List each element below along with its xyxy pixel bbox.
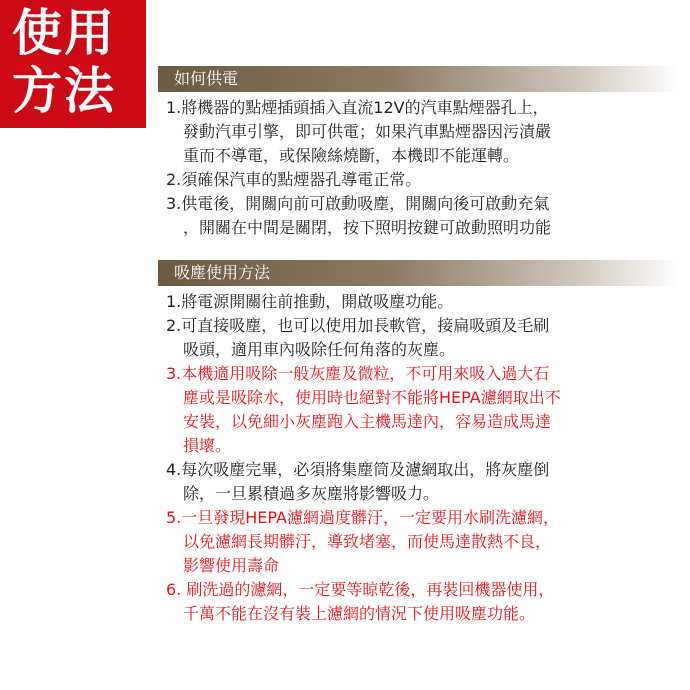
item-line: 2.可直接吸塵，也可以使用加長軟管，接扁吸頭及毛刷: [166, 316, 550, 335]
item-line: 影響使用壽命: [183, 556, 280, 575]
list-item: [166, 290, 681, 314]
list-item: [166, 168, 681, 192]
item-line: 以免濾網長期髒汙，導致堵塞，而使馬達散熱不良，: [183, 532, 552, 551]
item-line: 吸頭，適用車內吸除任何角落的灰塵。: [183, 340, 456, 359]
list-item: [166, 458, 681, 506]
list-item-warning: [166, 506, 681, 578]
section-header-power: 如何供電: [158, 66, 678, 92]
power-instructions-list: [166, 96, 681, 240]
vacuum-instructions-list: [166, 290, 681, 626]
item-line: 損壞。: [183, 436, 232, 455]
item-line: 重而不導電，或保險絲燒斷，本機即不能運轉。: [183, 146, 520, 165]
item-line: 2.須確保汽車的點煙器孔導電正常。: [166, 170, 422, 189]
list-item: [166, 96, 681, 168]
item-line: 6. 刷洗過的濾網，一定要等晾乾後，再裝回機器使用，: [166, 580, 555, 599]
list-item: [166, 314, 681, 362]
badge-line-2: 方法: [12, 62, 116, 120]
list-item-warning: [166, 362, 681, 458]
item-line: 塵或是吸除水，使用時也絕對不能將HEPA濾網取出不: [183, 388, 561, 407]
item-line: 安裝，以免細小灰塵跑入主機馬達內，容易造成馬達: [183, 412, 552, 431]
item-line: 3.本機適用吸除一般灰塵及微粒，不可用來吸入過大石: [166, 364, 550, 383]
item-line: 4.每次吸塵完畢，必須將集塵筒及濾網取出，將灰塵倒: [166, 460, 550, 479]
list-item-warning: [166, 578, 681, 626]
usage-badge: [0, 0, 146, 128]
item-line: 發動汽車引擎，即可供電；如果汽車點煙器因污漬嚴: [183, 122, 552, 141]
list-item: [166, 192, 681, 240]
item-line: 除，一旦累積過多灰塵將影響吸力。: [183, 484, 440, 503]
item-line: 1.將電源開關往前推動，開啟吸塵功能。: [166, 292, 454, 311]
badge-line-1: 使用: [12, 4, 116, 62]
item-line: 5.一旦發現HEPA濾網過度髒汙，一定要用水刷洗濾網，: [166, 508, 559, 527]
section-header-vacuum: 吸塵使用方法: [158, 260, 678, 286]
item-line: 3.供電後，開關向前可啟動吸塵，開關向後可啟動充氣: [166, 194, 550, 213]
item-line: ，開關在中間是關閉，按下照明按鍵可啟動照明功能: [183, 218, 552, 237]
item-line: 千萬不能在沒有裝上濾網的情況下使用吸塵功能。: [183, 604, 536, 623]
item-line: 1.將機器的點煙插頭插入直流12V的汽車點煙器孔上，: [166, 98, 549, 117]
